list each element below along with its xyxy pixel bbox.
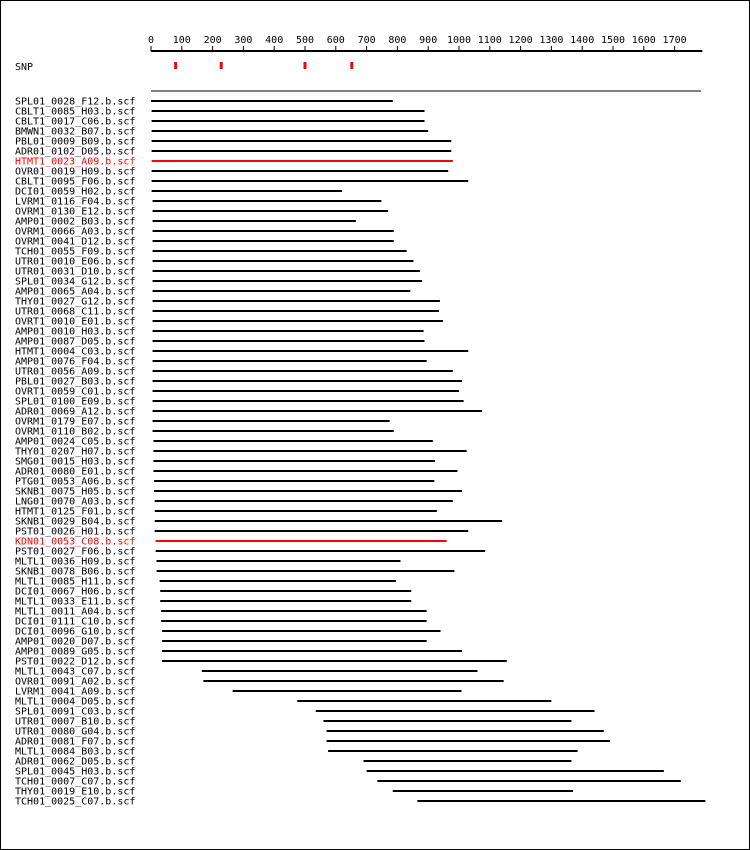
read-label: ADR01_0069_A12.b.scf [15, 406, 136, 418]
read-label: PBL01_0027_B03.b.scf [15, 376, 136, 388]
read-label: LVRM1_0116_F04.b.scf [15, 196, 136, 208]
ruler-tick-label: 600 [326, 35, 345, 46]
read-label: DCI01_0111_C10.b.scf [15, 616, 136, 628]
read-label: UTR01_0007_B10.b.scf [15, 716, 136, 728]
read-label: MLTL1_0004_D05.b.scf [15, 696, 136, 708]
ruler-tick-label: 500 [295, 35, 315, 46]
read-label: AMP01_0010_H03.b.scf [15, 326, 136, 338]
read-label: SKNB1_0078_B06.b.scf [15, 566, 136, 578]
read-label: MLTL1_0043_C07.b.scf [15, 666, 136, 678]
read-label: AMP01_0002_B03.b.scf [15, 216, 136, 228]
snp-alignment-viewer [1, 1, 749, 849]
read-label: UTR01_0068_C11.b.scf [15, 306, 136, 318]
read-label: OVRM1_0041_D12.b.scf [15, 236, 136, 248]
read-label: OVRT1_0010_E01.b.scf [15, 316, 136, 328]
ruler-tick-label: 400 [265, 35, 284, 46]
read-label: PST01_0026_H01.b.scf [15, 526, 136, 538]
read-label: OVRM1_0179_E07.b.scf [15, 416, 136, 428]
read-label: MLTL1_0033_E11.b.scf [15, 596, 136, 608]
read-label: SPL01_0034_G12.b.scf [15, 276, 136, 288]
read-label: CBLT1_0095_F06.b.scf [15, 176, 136, 188]
read-label: UTR01_0056_A09.b.scf [15, 366, 136, 378]
read-label: DCI01_0096_G10.b.scf [15, 626, 136, 638]
ruler-tick-label: 700 [357, 35, 376, 46]
ruler-tick-label: 1500 [600, 35, 626, 46]
read-label: AMP01_0087_D05.b.scf [15, 336, 136, 348]
ruler-tick-label: 1600 [631, 35, 656, 46]
ruler-tick-label: 800 [388, 35, 407, 46]
snp-marker [174, 62, 177, 69]
read-label: PTG01_0053_A06.b.scf [15, 476, 136, 488]
snp-marker [350, 62, 353, 69]
read-alignments [15, 97, 705, 808]
ruler-tick-label: 200 [203, 35, 222, 46]
read-label: LVRM1_0041_A09.b.scf [15, 686, 136, 698]
read-label: UTR01_0010_E06.b.scf [15, 256, 136, 268]
read-label: SPL01_0028_F12.b.scf [15, 96, 136, 108]
read-label: MLTL1_0084_B03.b.scf [15, 746, 136, 758]
read-label: HTMT1_0125_F01.b.scf [15, 506, 136, 518]
snp-marker [304, 62, 307, 69]
ruler-tick-label: 1200 [508, 35, 533, 46]
snp-marker [220, 62, 223, 69]
read-label: TCH01_0025_C07.b.scf [15, 796, 136, 808]
read-label: THY01_0019_E10.b.scf [15, 786, 136, 798]
read-label: SKNB1_0029_B04.b.scf [15, 516, 136, 528]
ruler-tick-label: 900 [419, 35, 438, 46]
read-label: HTMT1_0004_C03.b.scf [15, 346, 136, 358]
read-label: CBLT1_0085_H03.b.scf [15, 106, 136, 118]
read-label: THY01_0207_H07.b.scf [15, 446, 136, 458]
read-label: AMP01_0024_C05.b.scf [15, 436, 136, 448]
read-label: OVRT1_0059_C01.b.scf [15, 386, 136, 398]
ruler-tick-label: 1300 [539, 35, 564, 46]
read-label: LNG01_0070_A03.b.scf [15, 496, 136, 508]
read-label: SPL01_0100_E09.b.scf [15, 396, 136, 408]
read-label: AMP01_0089_G05.b.scf [15, 646, 136, 658]
ruler-tick-label: 1000 [446, 35, 472, 46]
ruler-tick-label: 1700 [662, 35, 687, 46]
read-label: MLTL1_0085_H11.b.scf [15, 576, 136, 588]
read-label: SKNB1_0075_H05.b.scf [15, 486, 136, 498]
read-label: TCH01_0007_C07.b.scf [15, 776, 136, 788]
read-label: OVRM1_0066_A03.b.scf [15, 226, 136, 238]
read-label: KDN01_0053_C08.b.scf [15, 536, 136, 548]
read-label: AMP01_0020_D07.b.scf [15, 636, 136, 648]
read-label: UTR01_0080_G04.b.scf [15, 726, 136, 738]
read-label: AMP01_0065_A04.b.scf [15, 286, 136, 298]
read-label: HTMT1_0023_A09.b.scf [15, 156, 136, 168]
position-ruler [148, 35, 702, 51]
read-label: ADR01_0081_F07.b.scf [15, 736, 136, 748]
read-label: UTR01_0031_D10.b.scf [15, 266, 136, 278]
read-label: CBLT1_0017_C06.b.scf [15, 116, 136, 128]
read-label: ADR01_0080_E01.b.scf [15, 466, 136, 478]
read-label: PBL01_0009_B09.b.scf [15, 136, 136, 148]
read-label: ADR01_0062_D05.b.scf [15, 756, 136, 768]
ruler-tick-label: 100 [172, 35, 191, 46]
ruler-tick-label: 300 [234, 35, 253, 46]
read-label: OVRM1_0130_E12.b.scf [15, 206, 136, 218]
read-label: THY01_0027_G12.b.scf [15, 296, 136, 308]
ruler-tick-label: 1100 [477, 35, 502, 46]
read-label: SMG01_0015_H03.b.scf [15, 456, 136, 468]
ruler-tick-label: 0 [147, 35, 155, 46]
read-label: DCI01_0067_H06.b.scf [15, 586, 136, 598]
read-label: PST01_0022_D12.b.scf [15, 656, 136, 668]
snp-track-label: SNP [15, 62, 34, 73]
snp-markers [174, 62, 353, 69]
read-label: OVRM1_0110_B02.b.scf [15, 426, 136, 438]
read-label: MLTL1_0011_A04.b.scf [15, 606, 136, 618]
read-label: DCI01_0059_H02.b.scf [15, 186, 136, 198]
read-label: SPL01_0091_C03.b.scf [15, 706, 136, 718]
read-label: AMP01_0076_F04.b.scf [15, 356, 136, 368]
read-label: PST01_0027_F06.b.scf [15, 546, 136, 558]
read-label: OVR01_0019_H09.b.scf [15, 166, 136, 178]
read-label: OVR01_0091_A02.b.scf [15, 676, 136, 688]
read-label: BMWN1_0032_B07.b.scf [15, 126, 136, 138]
ruler-tick-label: 1400 [570, 35, 595, 46]
read-label: ADR01_0102_D05.b.scf [15, 146, 136, 158]
read-label: MLTL1_0036_H09.b.scf [15, 556, 136, 568]
read-label: TCH01_0055_F09.b.scf [15, 246, 136, 258]
read-label: SPL01_0045_H03.b.scf [15, 766, 136, 778]
